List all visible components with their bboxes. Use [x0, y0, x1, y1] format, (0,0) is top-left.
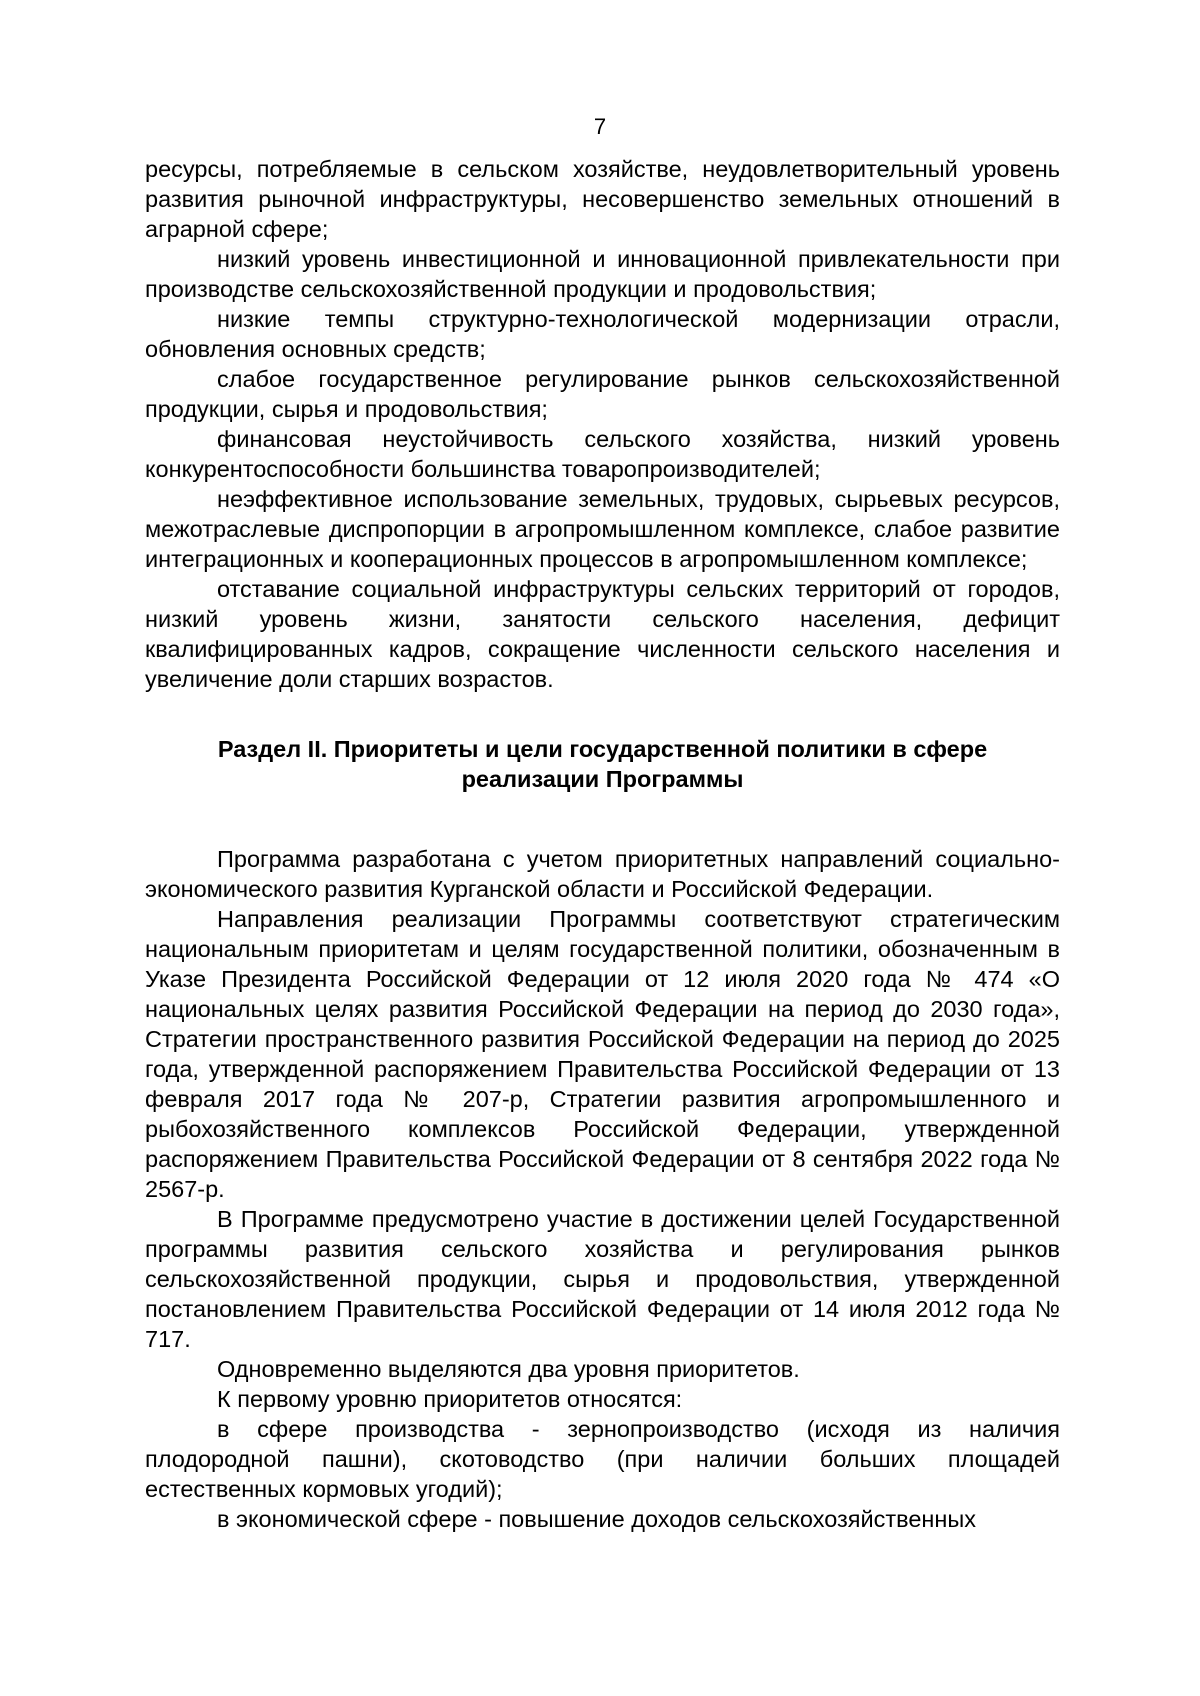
paragraph: низкие темпы структурно-технологической модернизации отрасли, обновления основных средств;	[145, 306, 1060, 362]
section-heading-line: Раздел II. Приоритеты и цели государственной политики в сфере	[217, 736, 988, 762]
page-content	[145, 154, 1060, 1534]
paragraph: в сфере производства - зернопроизводство (исходя из наличия плодородной пашни), скотоводство (при наличии больших площадей естественных кормовых угодий);	[145, 1416, 1060, 1502]
section-heading-line: реализации Программы	[461, 766, 744, 792]
paragraph: К первому уровню приоритетов относятся:	[217, 1386, 683, 1412]
paragraph: ресурсы, потребляемые в сельском хозяйстве, неудовлетворительный уровень развития рыночной инфраструктуры, несовершенство земельных отношений в аграрной сфере;	[145, 156, 1060, 242]
page-number: 7	[593, 114, 607, 139]
paragraph: Программа разработана с учетом приоритетных направлений социально-экономического развития Курганской области и Российской Федерации.	[145, 846, 1060, 902]
paragraph: слабое государственное регулирование рынков сельскохозяйственной продукции, сырья и продовольствия;	[145, 366, 1060, 422]
paragraph: Одновременно выделяются два уровня приоритетов.	[217, 1356, 800, 1382]
paragraph: отставание социальной инфраструктуры сельских территорий от городов, низкий уровень жизни, занятости сельского населения, дефицит квалифицированных кадров, сокращение численности сельского населения и увеличение доли старших возрастов.	[145, 576, 1060, 692]
paragraph: финансовая неустойчивость сельского хозяйства, низкий уровень конкурентоспособности большинства товаропроизводителей;	[145, 426, 1060, 482]
paragraph: в экономической сфере - повышение доходов сельскохозяйственных	[217, 1506, 977, 1532]
section-heading	[145, 734, 1060, 794]
paragraph: Направления реализации Программы соответствуют стратегическим национальным приоритетам и целям государственной политики, обозначенным в Указе Президента Российской Федерации от 12 июля 2020 года № 474 «О национальных целях развития Российской Федерации на период до 2030 года», Стратегии пространственного развития Российской Федерации на период до 2025 года, утвержденной распоряжением Правительства Российской Федерации от 13 февраля 2017 года № 207-р, Стратегии развития агропромышленного и рыбохозяйственного комплексов Российской Федерации, утвержденной распоряжением Правительства Российской Федерации от 8 сентября 2022 года № 2567-р.	[145, 906, 1060, 1202]
paragraph: низкий уровень инвестиционной и инновационной привлекательности при производстве сельскохозяйственной продукции и продовольствия;	[145, 246, 1060, 302]
paragraph: В Программе предусмотрено участие в достижении целей Государственной программы развития сельского хозяйства и регулирования рынков сельскохозяйственной продукции, сырья и продовольствия, утвержденной постановлением Правительства Российской Федерации от 14 июля 2012 года № 717.	[145, 1206, 1060, 1352]
paragraph: неэффективное использование земельных, трудовых, сырьевых ресурсов, межотраслевые диспропорции в агропромышленном комплексе, слабое развитие интеграционных и кооперационных процессов в агропромышленном комплексе;	[145, 486, 1060, 572]
